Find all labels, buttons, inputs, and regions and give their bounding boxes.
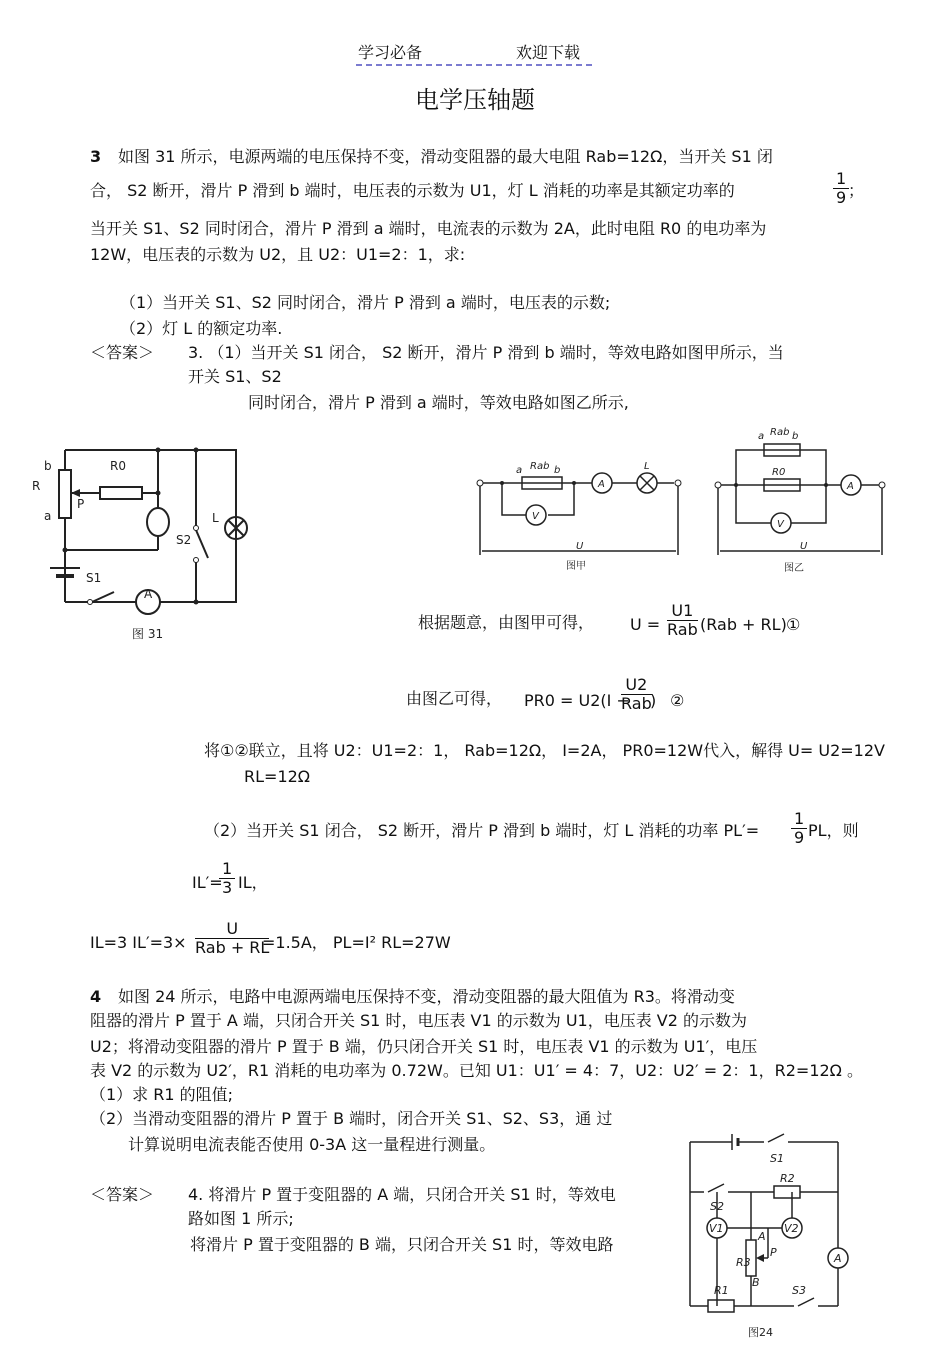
figure-jia — [474, 455, 684, 579]
last-suffix: =1.5A， PL=I² RL=27W — [262, 933, 451, 952]
p2-num: 1 — [791, 810, 807, 829]
yi-a: a — [758, 431, 765, 442]
label-P: P — [77, 497, 85, 511]
q4-line4: 表 V2 的示数为 U2′，R1 消耗的电功率为 0.72W。已知 U1：U1′ = 4：7，U2：U2′ = 2：1，R2=12Ω 。 — [90, 1061, 863, 1080]
yi-Rab: Rab — [770, 427, 790, 438]
ans4-tag: ＜答案＞ — [90, 1185, 155, 1204]
f24-S3: S3 — [792, 1284, 806, 1297]
eq2-mark: ② — [670, 691, 685, 710]
figure-31 — [28, 440, 258, 654]
f24-V2: V2 — [784, 1222, 799, 1235]
circuit-jia — [474, 455, 684, 575]
figure-yi — [714, 425, 894, 579]
yi-b: b — [792, 431, 799, 442]
q3-sub2: （2）灯 L 的额定功率. — [120, 319, 283, 338]
jia-a: a — [516, 465, 523, 476]
yi-V: V — [777, 519, 784, 530]
label-R: R — [32, 479, 41, 493]
p2-fraction — [788, 810, 810, 847]
eq2-lhs: PR0 = U2(I − — [524, 691, 630, 710]
yi-U: U — [800, 541, 808, 552]
label-L: L — [212, 511, 219, 525]
il-den: 3 — [222, 878, 233, 897]
ans4-line3: 将滑片 P 置于变阻器的 B 端，只闭合开关 S1 时，等效电路 — [190, 1235, 614, 1254]
jia-caption: 图甲 — [566, 561, 586, 572]
f24-P: P — [770, 1246, 777, 1259]
eq3-result: RL=12Ω — [244, 767, 311, 786]
q3-line1: 如图 31 所示，电源两端的电压保持不变，滑动变阻器的最大电阻 Rab=12Ω，当开关 S1 闭 — [118, 147, 773, 166]
q3-sub1: （1）当开关 S1、S2 同时闭合，滑片 P 滑到 a 端时，电压表的示数; — [120, 293, 611, 312]
frac-den: 9 — [836, 188, 847, 207]
figure-24 — [684, 1128, 854, 1342]
ans3-part2-end: PL，则 — [808, 821, 859, 840]
circuit-yi — [714, 425, 894, 575]
page-title: 电学压轴题 — [415, 86, 535, 114]
ans3-tag: ＜答案＞ — [90, 343, 155, 362]
q4-sub2b: 计算说明电流表能否使用 0-3A 这一量程进行测量。 — [128, 1135, 496, 1154]
p2-den: 9 — [794, 828, 805, 847]
jia-U: U — [576, 541, 584, 552]
f24-A: A — [834, 1252, 842, 1265]
eq1-num: U1 — [667, 602, 698, 621]
label-b: b — [44, 459, 52, 473]
yi-R0: R0 — [772, 467, 786, 478]
ans3-line2: 开关 S1、S2 — [188, 367, 282, 386]
q3-line2: 合， S2 断开，滑片 P 滑到 b 端时，电压表的示数为 U1，灯 L 消耗的功率是其额定功率的 — [90, 181, 735, 200]
label-R0: R0 — [110, 459, 126, 473]
ans4-line1: 4. 将滑片 P 置于变阻器的 A 端，只闭合开关 S1 时，等效电 — [188, 1185, 616, 1204]
f24-R1: R1 — [714, 1284, 729, 1297]
last-num: U — [195, 920, 269, 939]
ans4-line2: 路如图 1 所示; — [188, 1209, 294, 1228]
yi-A: A — [847, 481, 854, 492]
label-A: A — [144, 587, 153, 601]
il-prefix: IL′= — [192, 873, 223, 892]
last-den: Rab + RL — [195, 938, 270, 957]
jia-L: L — [644, 461, 650, 472]
fig31-caption: 图 31 — [132, 627, 164, 641]
page-header — [356, 40, 592, 66]
q3-number: 3 — [90, 147, 102, 166]
last-fraction — [192, 920, 272, 957]
q4-number: 4 — [90, 987, 102, 1006]
il-suffix: IL， — [238, 873, 268, 892]
q4-sub1: （1）求 R1 的阻值; — [90, 1085, 234, 1104]
circuit-31 — [28, 440, 258, 650]
ans3-line1: 3. （1）当开关 S1 闭合， S2 断开，滑片 P 滑到 b 端时，等效电路如图甲所示，当 — [188, 343, 784, 362]
f24-V1: V1 — [709, 1222, 724, 1235]
eq3-line: 将①②联立，且将 U2：U1=2：1， Rab=12Ω， I=2A， PR0=12W代入，解得 U= U2=12V — [204, 741, 885, 760]
eq1-den: Rab — [667, 620, 698, 639]
q3-line2-end: ； — [848, 181, 865, 200]
q4-line2: 阻器的滑片 P 置于 A 端，只闭合开关 S1 时，电压表 V1 的示数为 U1，电压表 V2 的示数为 — [90, 1011, 748, 1030]
eq1-fraction — [664, 602, 701, 639]
eq1-prefix: 根据题意，由图甲可得， — [418, 613, 595, 632]
f24-S2: S2 — [710, 1200, 724, 1213]
jia-b: b — [554, 465, 561, 476]
f24-B: B — [752, 1276, 760, 1289]
eq1-lhs: U = — [630, 615, 661, 634]
eq1-mark: ① — [786, 615, 801, 634]
label-a: a — [44, 509, 52, 523]
il-num: 1 — [219, 860, 235, 879]
q3-line4: 12W，电压表的示数为 U2，且 U2：U1=2：1，求: — [90, 245, 466, 264]
eq2-num: U2 — [621, 676, 652, 695]
jia-V: V — [532, 511, 539, 522]
yi-caption: 图乙 — [784, 563, 804, 574]
f24-Alabel: A — [758, 1230, 766, 1243]
header-right: 欢迎下载 — [516, 43, 581, 62]
eq2-den: Rab — [621, 694, 652, 713]
circuit-24 — [684, 1128, 854, 1338]
header-left: 学习必备 — [358, 43, 423, 62]
f24-caption: 图24 — [748, 1326, 773, 1339]
eq1-rhs: (Rab + RL) — [700, 615, 787, 634]
frac-num: 1 — [833, 170, 849, 189]
ans3-line3: 同时闭合，滑片 P 滑到 a 端时，等效电路如图乙所示, — [248, 393, 629, 412]
eq2-prefix: 由图乙可得， — [406, 689, 503, 708]
eq2-rhs: ) — [650, 691, 657, 710]
q4-line3: U2；将滑动变阻器的滑片 P 置于 B 端，仍只闭合开关 S1 时，电压表 V1 的示数为 U1′，电压 — [90, 1037, 758, 1056]
jia-A: A — [598, 479, 605, 490]
last-prefix: IL=3 IL′=3× — [90, 933, 187, 952]
jia-Rab: Rab — [530, 461, 550, 472]
il-fraction — [216, 860, 238, 897]
q3-line3: 当开关 S1、S2 同时闭合，滑片 P 滑到 a 端时，电流表的示数为 2A，此时电阻 R0 的电功率为 — [90, 219, 767, 238]
q4-line1: 如图 24 所示，电路中电源两端电压保持不变，滑动变阻器的最大阻值为 R3。将滑动变 — [118, 987, 735, 1006]
q4-sub2: （2）当滑动变阻器的滑片 P 置于 B 端时，闭合开关 S1、S2、S3，通 过 — [90, 1109, 613, 1128]
label-S2: S2 — [176, 533, 192, 547]
ans3-part2: （2）当开关 S1 闭合， S2 断开，滑片 P 滑到 b 端时，灯 L 消耗的功率 PL′= — [204, 821, 760, 840]
f24-S1: S1 — [770, 1152, 784, 1165]
f24-R3: R3 — [736, 1256, 751, 1269]
f24-R2: R2 — [780, 1172, 795, 1185]
label-S1: S1 — [86, 571, 102, 585]
